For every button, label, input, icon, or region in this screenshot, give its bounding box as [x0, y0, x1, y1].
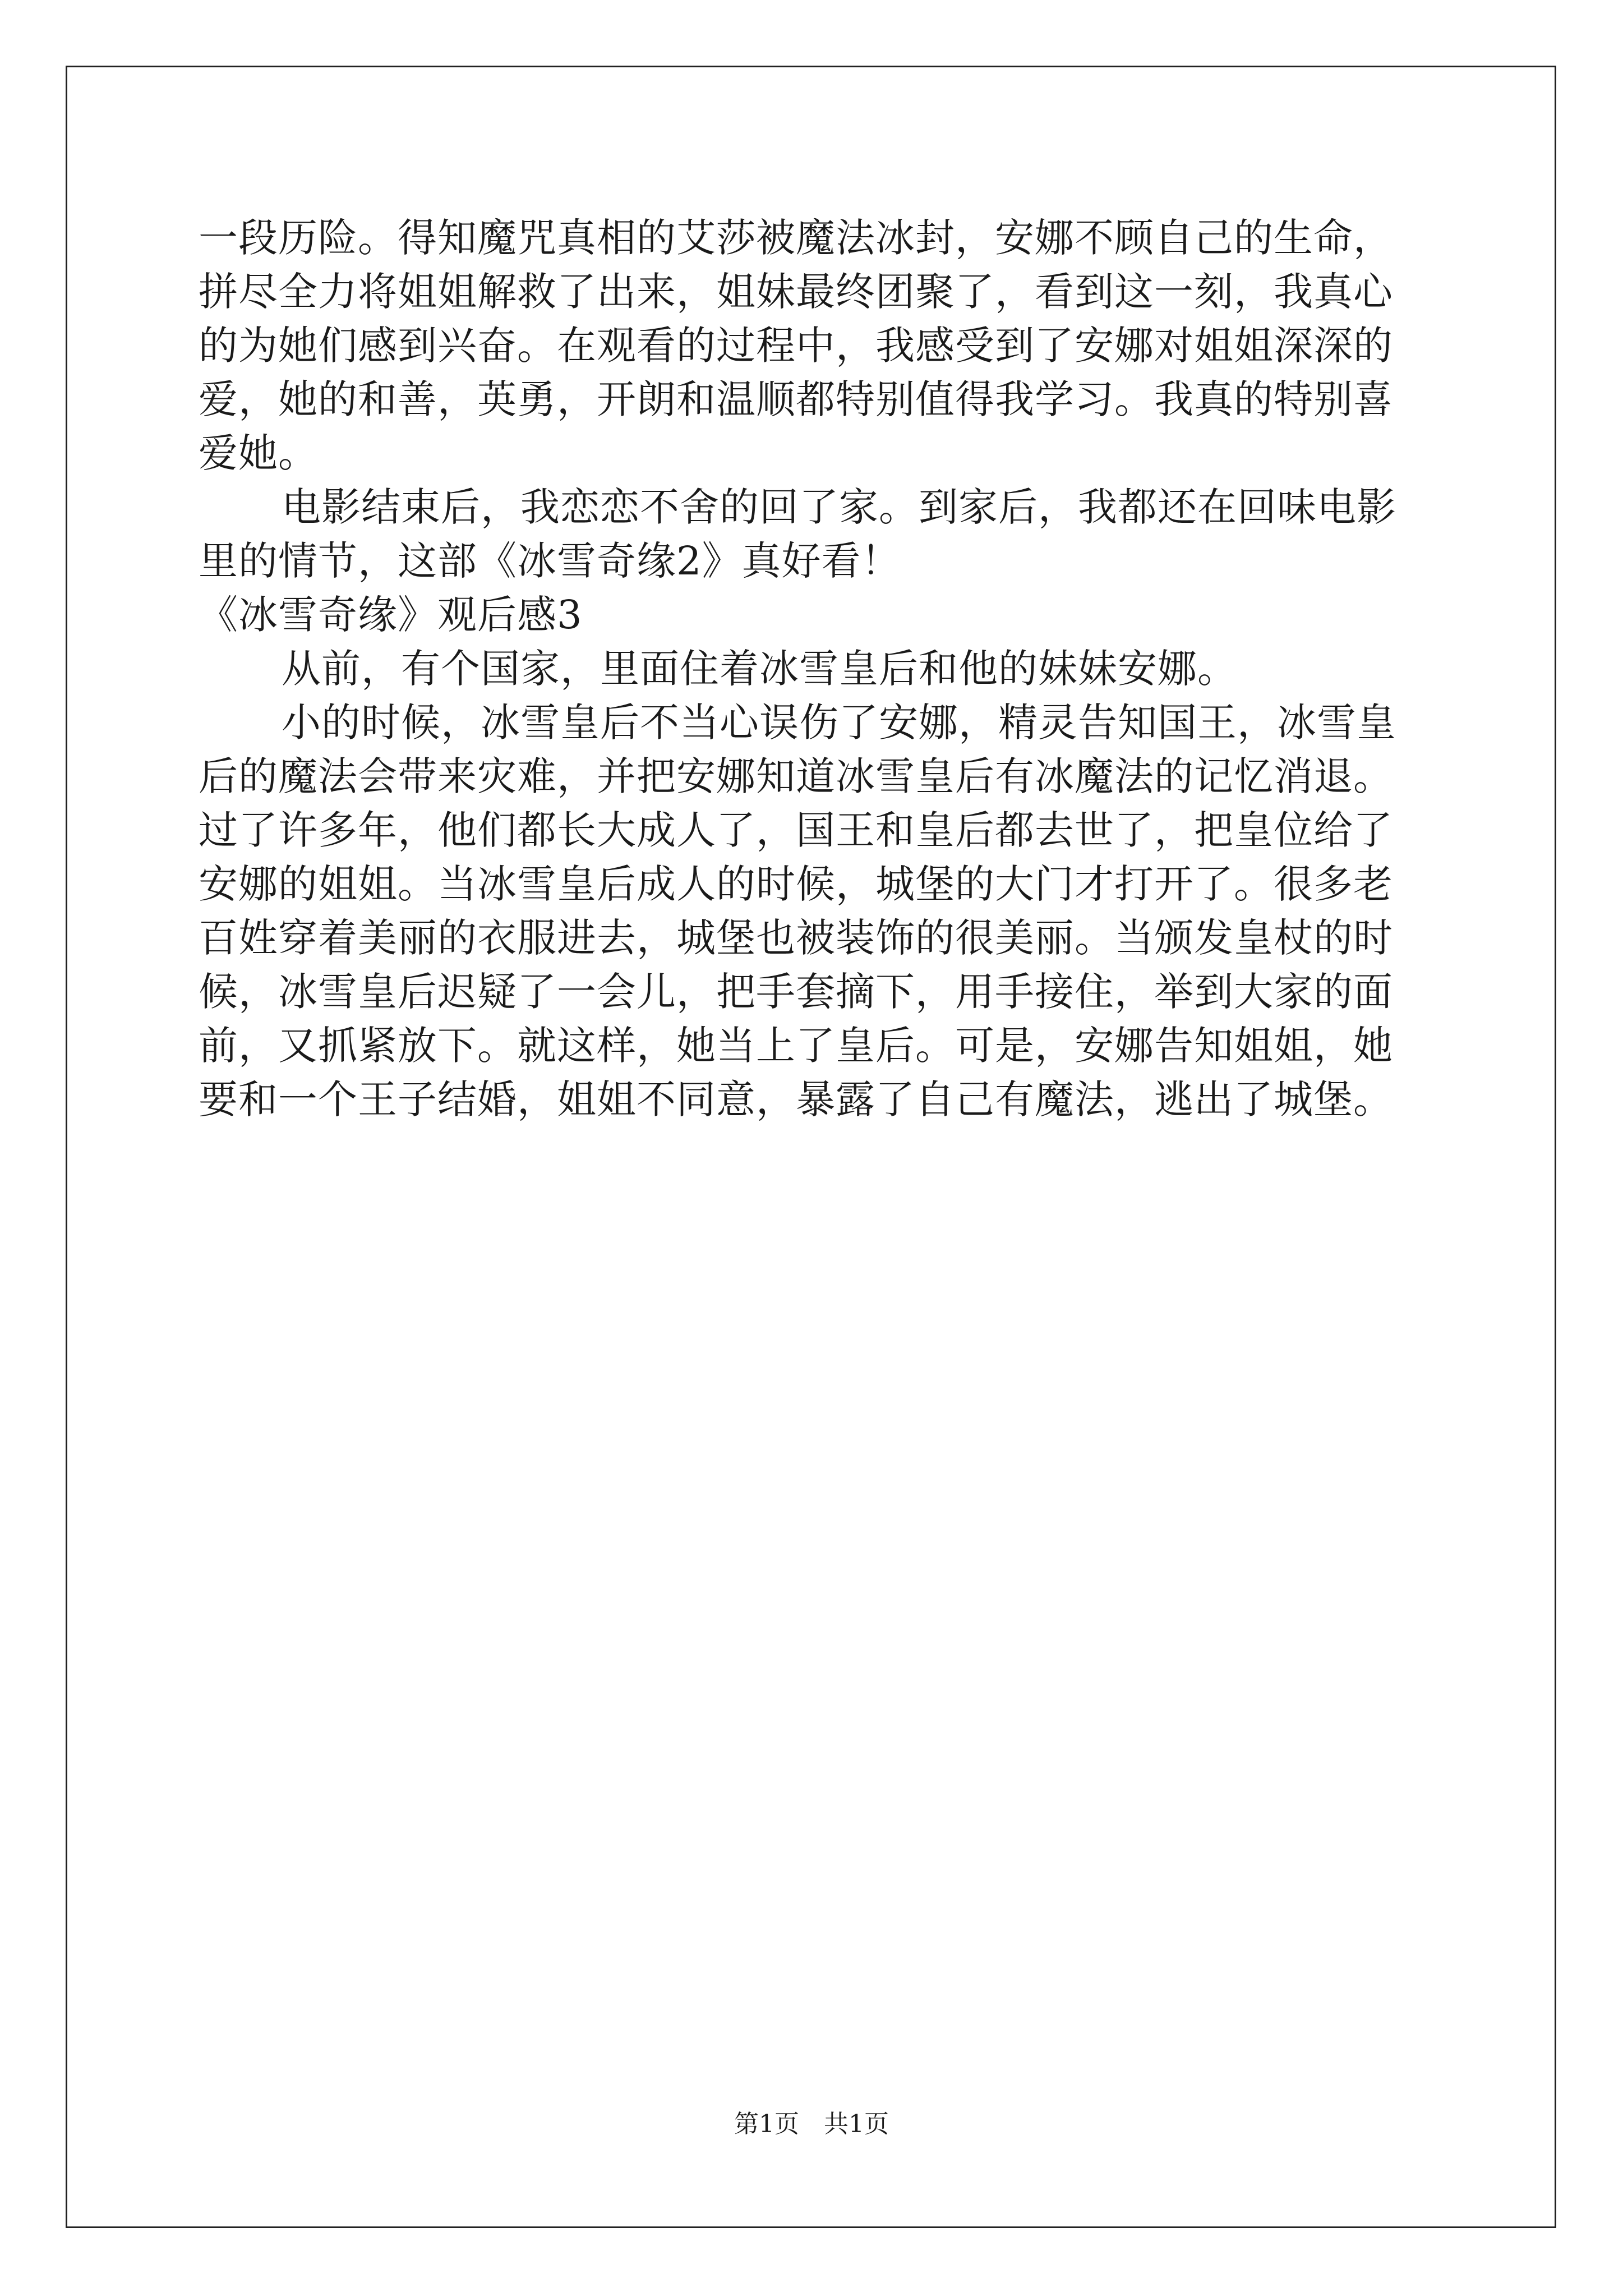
text-line: 从前，有个国家，里面住着冰雪皇后和他的妹妹安娜。: [282, 646, 1237, 692]
text-line: 小的时候，冰雪皇后不当心误伤了安娜，精灵告知国王，冰雪皇: [282, 700, 1396, 746]
document-body: [199, 211, 1432, 1126]
text-line: 的为她们感到兴奋。在观看的过程中，我感受到了安娜对姐姐深深的: [199, 323, 1393, 369]
text-line: 里的情节，这部《冰雪奇缘2》真好看！: [199, 538, 901, 584]
text-line: 要和一个王子结婚，姐姐不同意，暴露了自己有魔法，逃出了城堡。: [199, 1076, 1393, 1122]
text-line: 安娜的姐姐。当冰雪皇后成人的时候，城堡的大门才打开了。很多老: [199, 861, 1393, 907]
text-line: 候，冰雪皇后迟疑了一会儿，把手套摘下，用手接住，举到大家的面: [199, 969, 1393, 1015]
text-line: 电影结束后，我恋恋不舍的回了家。到家后，我都还在回味电影: [282, 484, 1396, 530]
text-line: 百姓穿着美丽的衣服进去，城堡也被装饰的很美丽。当颁发皇杖的时: [199, 915, 1393, 961]
text-line: 爱，她的和善，英勇，开朗和温顺都特别值得我学习。我真的特别喜: [199, 376, 1393, 422]
text-line: 后的魔法会带来灾难，并把安娜知道冰雪皇后有冰魔法的记忆消退。: [199, 753, 1393, 799]
page-number: 第1页 共1页: [734, 2110, 889, 2138]
text-line: 前，又抓紧放下。就这样，她当上了皇后。可是，安娜告知姐姐，她: [199, 1023, 1393, 1069]
text-line: 爱她。: [199, 430, 318, 476]
text-line: 拼尽全力将姐姐解救了出来，姐妹最终团聚了，看到这一刻，我真心: [199, 269, 1393, 315]
section-heading: 《冰雪奇缘》观后感3: [199, 592, 583, 638]
text-line: 一段历险。得知魔咒真相的艾莎被魔法冰封，安娜不顾自己的生命，: [199, 215, 1393, 261]
text-line: 过了许多年，他们都长大成人了，国王和皇后都去世了，把皇位给了: [199, 807, 1393, 853]
